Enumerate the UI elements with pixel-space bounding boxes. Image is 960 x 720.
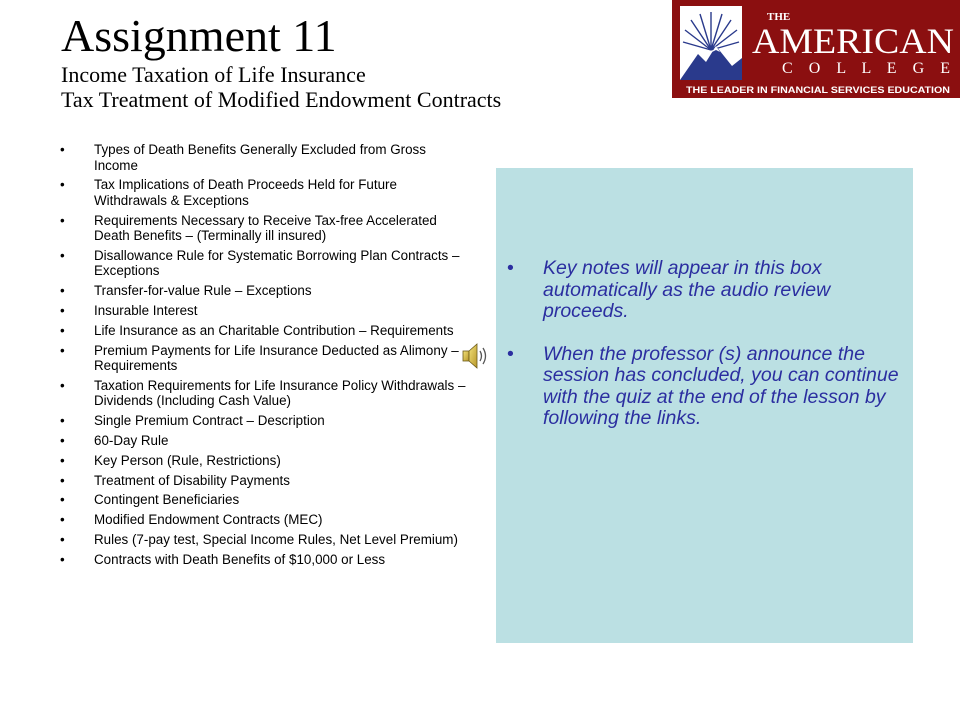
slide-title-block bbox=[61, 10, 661, 112]
topic-list-item bbox=[59, 453, 469, 469]
topic-text: Rules (7-pay test, Special Income Rules, Net Level Premium) bbox=[94, 531, 458, 547]
topic-text: Transfer-for-value Rule – Exceptions bbox=[94, 283, 312, 299]
topic-list-item bbox=[59, 283, 469, 299]
bullet-icon: • bbox=[60, 452, 65, 468]
topic-list-item bbox=[59, 473, 469, 489]
topic-list-item bbox=[59, 552, 469, 568]
topic-text: Requirements Necessary to Receive Tax-free Accelerated Death Benefits – (Terminally ill insured) bbox=[94, 212, 437, 244]
key-note-text: When the professor (s) announce the session has concluded, you can continue with the quiz at the end of the lesson by following the links. bbox=[543, 342, 899, 429]
topic-text: Contingent Beneficiaries bbox=[94, 492, 240, 508]
bullet-icon: • bbox=[60, 472, 65, 488]
key-note-item bbox=[506, 258, 901, 323]
topic-list-item bbox=[59, 213, 469, 244]
bullet-icon: • bbox=[60, 302, 65, 318]
bullet-icon: • bbox=[60, 322, 65, 338]
topic-text: Life Insurance as an Charitable Contribution – Requirements bbox=[94, 322, 454, 338]
topic-list-item bbox=[59, 413, 469, 429]
bullet-icon: • bbox=[60, 492, 65, 508]
speaker-icon[interactable] bbox=[460, 340, 492, 372]
bullet-icon: • bbox=[507, 257, 514, 279]
topic-list-item bbox=[59, 512, 469, 528]
topic-text: Key Person (Rule, Restrictions) bbox=[94, 452, 281, 468]
topic-list-item bbox=[59, 142, 469, 173]
logo-tagline: THE LEADER IN FINANCIAL SERVICES EDUCATION bbox=[686, 85, 950, 95]
topic-list-item bbox=[59, 177, 469, 208]
bullet-icon: • bbox=[60, 531, 65, 547]
topic-text: Types of Death Benefits Generally Excluded from Gross Income bbox=[94, 142, 426, 173]
topic-text: Insurable Interest bbox=[94, 302, 198, 318]
bullet-icon: • bbox=[60, 413, 65, 429]
slide-title: Assignment 11 bbox=[61, 10, 337, 61]
topic-list-item bbox=[59, 303, 469, 319]
topic-list-item bbox=[59, 248, 469, 279]
bullet-icon: • bbox=[60, 551, 65, 567]
slide-subtitle-line-1: Income Taxation of Life Insurance bbox=[61, 62, 366, 87]
topic-text: Contracts with Death Benefits of $10,000 or Less bbox=[94, 551, 386, 567]
key-note-text: Key notes will appear in this box automatically as the audio review proceeds. bbox=[543, 257, 831, 322]
key-note-item bbox=[506, 344, 901, 430]
key-notes-list bbox=[506, 258, 901, 451]
topic-list-item bbox=[59, 532, 469, 548]
topic-text: Premium Payments for Life Insurance Deducted as Alimony – Requirements bbox=[94, 342, 459, 374]
bullet-icon: • bbox=[60, 432, 65, 448]
bullet-icon: • bbox=[60, 177, 65, 193]
topic-text: Single Premium Contract – Description bbox=[94, 413, 325, 429]
topic-text: Treatment of Disability Payments bbox=[94, 472, 290, 488]
logo-text-college: C O L L E G E bbox=[782, 60, 950, 77]
topic-text: 60-Day Rule bbox=[94, 432, 169, 448]
topic-list-item bbox=[59, 323, 469, 339]
bullet-icon: • bbox=[60, 377, 65, 393]
topic-list-item bbox=[59, 433, 469, 449]
bullet-icon: • bbox=[60, 247, 65, 263]
topic-list bbox=[59, 142, 469, 572]
american-college-logo bbox=[672, 0, 960, 98]
bullet-icon: • bbox=[60, 212, 65, 228]
bullet-icon: • bbox=[60, 142, 65, 157]
topic-list-item bbox=[59, 343, 469, 374]
topic-list-item bbox=[59, 492, 469, 508]
topic-list-item bbox=[59, 378, 469, 409]
speaker-icon-graphic bbox=[460, 340, 492, 372]
logo-text-the: THE bbox=[767, 11, 791, 23]
topic-text: Taxation Requirements for Life Insurance Policy Withdrawals – Dividends (Including Cash Value) bbox=[94, 377, 466, 409]
bullet-icon: • bbox=[60, 283, 65, 299]
logo-graphic bbox=[672, 0, 960, 98]
slide-subtitle-line-2: Tax Treatment of Modified Endowment Contracts bbox=[61, 87, 502, 112]
topic-text: Disallowance Rule for Systematic Borrowing Plan Contracts – Exceptions bbox=[94, 247, 460, 279]
key-notes-box bbox=[496, 168, 913, 643]
bullet-icon: • bbox=[60, 342, 65, 358]
bullet-icon: • bbox=[507, 342, 514, 365]
topic-text: Modified Endowment Contracts (MEC) bbox=[94, 512, 323, 528]
logo-text-american: AMERICAN bbox=[752, 21, 954, 61]
bullet-icon: • bbox=[60, 512, 65, 528]
topic-text: Tax Implications of Death Proceeds Held for Future Withdrawals & Exceptions bbox=[94, 177, 397, 208]
